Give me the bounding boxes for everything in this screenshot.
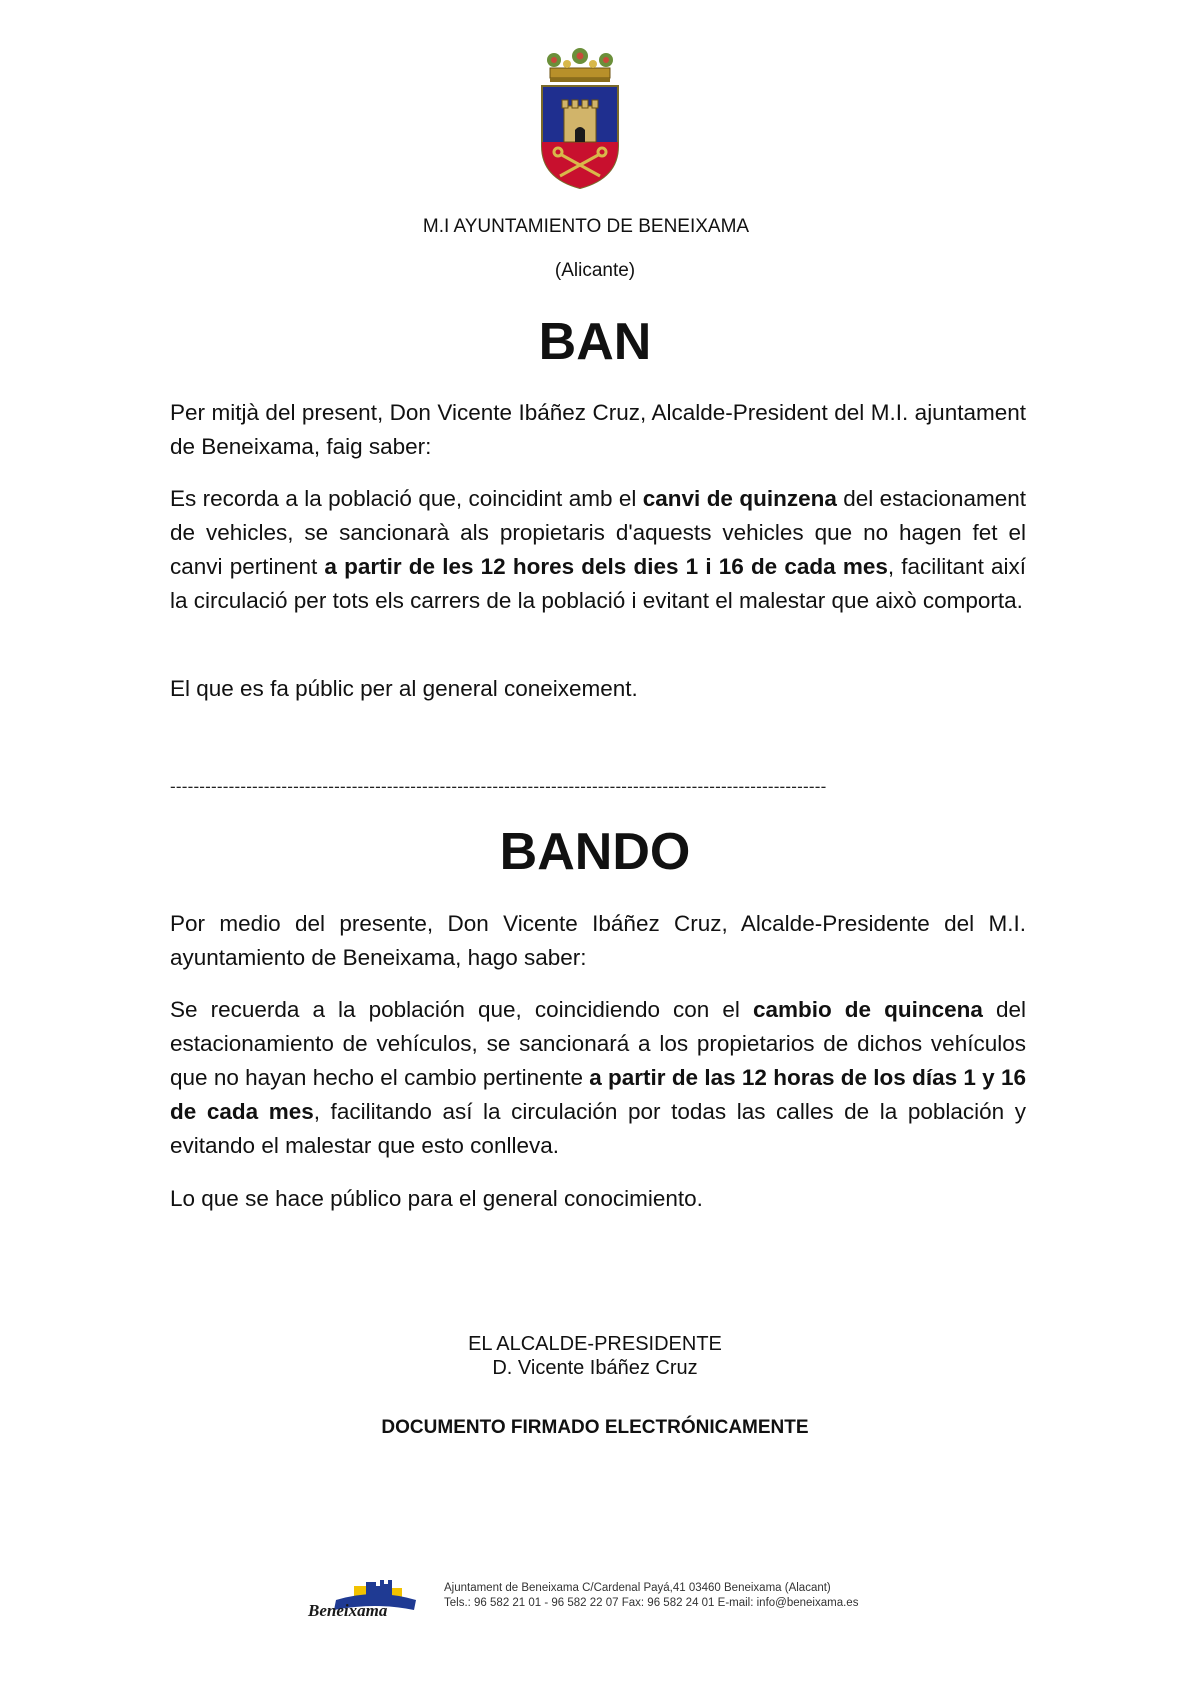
bando-body-text: , facilitando así la circulación por todas las calles de la población y evitando el malestar que esto conlleva. <box>170 1099 1026 1158</box>
ban-body-bold: canvi de quinzena <box>642 486 837 511</box>
bando-closing: Lo que se hace público para el general conocimiento. <box>170 1186 703 1211</box>
bando-intro: Por medio del presente, Don Vicente Ibáñez Cruz, Alcalde-Presidente del M.I. ayuntamiento de Beneixama, hago saber: <box>170 911 1026 970</box>
footer-logo-text: Beneixama <box>308 1601 388 1620</box>
bando-body-bold: cambio de quincena <box>752 997 983 1022</box>
section-divider: ---------------------------------------------------------------------------------------------------------------- <box>170 777 827 796</box>
tower-icon <box>562 100 598 142</box>
ban-closing: El que es fa públic per al general coneixement. <box>170 676 638 701</box>
signature-name: D. Vicente Ibáñez Cruz <box>492 1357 698 1379</box>
ban-body-bold: a partir de les 12 hores dels dies 1 i 16 de cada mes <box>324 554 888 579</box>
coat-of-arms-logo <box>536 46 624 190</box>
signature-role: EL ALCALDE-PRESIDENTE <box>468 1333 722 1355</box>
ban-title: BAN <box>538 313 652 371</box>
province-label: (Alicante) <box>554 260 636 281</box>
crown-icon <box>547 48 613 82</box>
bando-body <box>170 993 1026 1163</box>
bando-body-bold: a partir de las 12 horas de los días 1 y 16 de cada mes <box>170 1065 1026 1124</box>
bando-title: BANDO <box>499 823 691 881</box>
organization-name: M.I AYUNTAMIENTO DE BENEIXAMA <box>422 216 750 237</box>
ban-body-text: del estacionament de vehicles, se sancionarà als propietaris d'aquests vehicles que no hagen fet el canvi pertinent <box>170 486 1026 579</box>
footer-address: Ajuntament de Beneixama C/Cardenal Payá,41 03460 Beneixama (Alacant) <box>444 1582 831 1594</box>
ban-body-text: Es recorda a la població que, coincidint amb el <box>170 486 643 511</box>
ban-body <box>170 482 1026 618</box>
ban-body-text: , facilitant així la circulació per tots els carrers de la població i evitant el malestar que això comporta. <box>170 554 1026 613</box>
ban-intro: Per mitjà del present, Don Vicente Ibáñez Cruz, Alcalde-President del M.I. ajuntament de Beneixama, faig saber: <box>170 400 1026 459</box>
electronic-signature-note: DOCUMENTO FIRMADO ELECTRÓNICAMENTE <box>381 1417 809 1438</box>
footer-contact: Tels.: 96 582 21 01 - 96 582 22 07 Fax: 96 582 24 01 E-mail: info@beneixama.es <box>444 1597 859 1609</box>
bando-body-text: del estacionamiento de vehículos, se sancionará a los propietarios de dichos vehículos que no hayan hecho el cambio pertinente <box>170 997 1026 1090</box>
beneixama-footer-logo <box>306 1578 424 1620</box>
bando-body-text: Se recuerda a la población que, coincidiendo con el <box>170 997 753 1022</box>
